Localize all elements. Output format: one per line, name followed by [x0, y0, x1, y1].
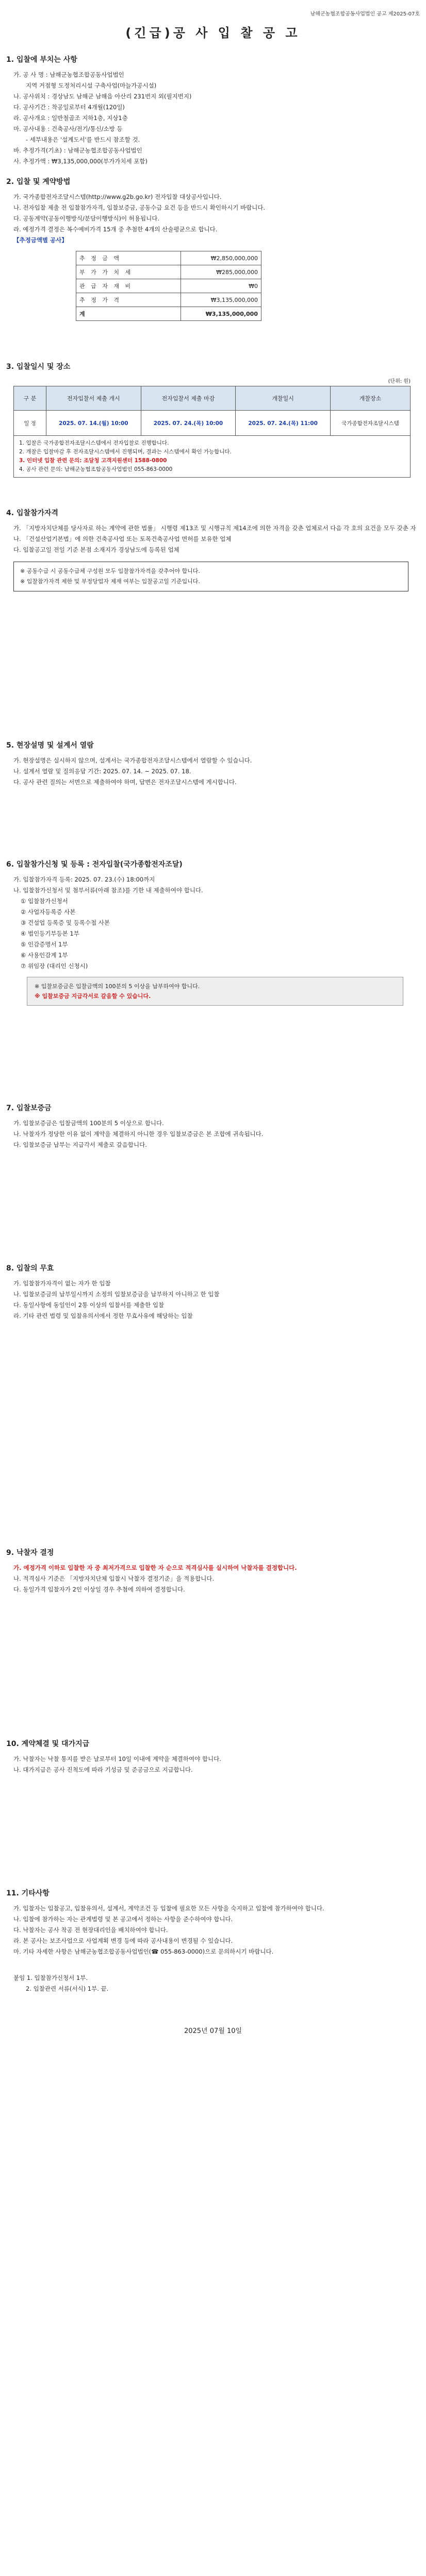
schedule-note: 1. 입찰은 국가종합전자조달시스템에서 전자입찰로 진행합니다. — [19, 440, 169, 446]
section-9-line: 가. 예정가격 이하로 입찰한 자 중 최저가격으로 입찰한 자 순으로 적격심사를 실시하여 낙찰자를 결정합니다. — [13, 1564, 297, 1571]
section-9-line: 다. 동일가격 입찰자가 2인 이상일 경우 추첨에 의하여 결정합니다. — [13, 1586, 185, 1593]
table-row — [76, 251, 261, 265]
table-header: 구 분 — [14, 386, 46, 411]
table-cell: 계 — [76, 307, 181, 321]
section-8-line: 다. 동일사항에 동일인이 2통 이상의 입찰서를 제출한 입찰 — [13, 1301, 165, 1309]
table-cell: ₩285,000,000 — [181, 265, 261, 279]
section-4-heading: 4. 입찰참가자격 — [6, 509, 59, 517]
section-1-heading: 1. 입찰에 부치는 사항 — [6, 56, 77, 64]
section-4-line: 다. 입찰공고일 전일 기준 본점 소재지가 경상남도에 등록된 업체 — [13, 546, 179, 553]
section-2-line — [13, 192, 420, 202]
table-row — [76, 307, 261, 321]
section-11-line: 나. 입찰에 참가하는 자는 관계법령 및 본 공고에서 정하는 사항을 준수하여야 합니다. — [13, 1916, 233, 1923]
table-cell: 추 정 가 격 — [76, 293, 181, 307]
section-6-line: 나. 입찰참가신청서 및 첨부서류(아래 참조)를 기한 내 제출하여야 합니다. — [13, 887, 203, 894]
section-11-line: 가. 입찰자는 입찰공고, 입찰유의서, 설계서, 계약조건 등 입찰에 필요한 모든 사항을 숙지하고 입찰에 참가하여야 합니다. — [13, 1905, 324, 1912]
section-6-item: ⑥ 사용인감계 1부 — [21, 952, 68, 959]
section-10-line: 나. 대가지급은 공사 진척도에 따라 기성금 및 준공금으로 지급합니다. — [13, 1766, 193, 1773]
section-6-item: ④ 법인등기부등본 1부 — [21, 930, 79, 937]
schedule-table-wrap — [13, 377, 411, 478]
section-8-line: 가. 입찰참가자격이 없는 자가 한 입찰 — [13, 1280, 111, 1287]
table-cell: 일 정 — [14, 411, 46, 436]
info-box-line: ※ 입찰보증금 지급각서로 갈음할 수 있습니다. — [35, 993, 151, 999]
table-cell: ₩3,135,000,000 — [181, 293, 261, 307]
schedule-note: 3. 인터넷 입찰 관련 문의: 조달청 고객지원센터 1588-0800 — [19, 457, 167, 464]
section-5-line: 다. 공사 관련 질의는 서면으로 제출하여야 하며, 답변은 전자조달시스템에 게시합니다. — [13, 778, 237, 786]
table-cell: 추 정 금 액 — [76, 251, 181, 265]
table-cell: 2025. 07. 14.(월) 10:00 — [46, 411, 141, 436]
table-cell: 2025. 07. 24.(목) 11:00 — [236, 411, 331, 436]
section-6-heading: 6. 입찰참가신청 및 등록 : 전자입찰(국가종합전자조달) — [6, 860, 183, 869]
section-2-line: 나. 전자입찰 제출 전 입찰참가자격, 입찰보증금, 공동수급 요건 등을 반드시 확인하시기 바랍니다. — [13, 204, 266, 211]
table-row — [76, 279, 261, 293]
table-row — [76, 293, 261, 307]
section-6-item: ⑤ 인감증명서 1부 — [21, 941, 68, 948]
notice-box — [13, 562, 408, 591]
info-box-line: ※ 입찰보증금은 입찰금액의 100분의 5 이상을 납부하여야 합니다. — [35, 983, 200, 990]
section-1-line: 가. 공 사 명 : 남해군농협조합공동사업법인 — [13, 71, 124, 78]
section-1-line: 다. 공사기간 : 착공일로부터 4개월(120일) — [13, 104, 125, 111]
section-6-line: 가. 입찰참가자격 등록: 2025. 07. 23.(수) 18:00까지 — [13, 876, 155, 883]
table-header: 개찰장소 — [330, 386, 410, 411]
section-2-line: 다. 공동계약(공동이행방식/분담이행방식)이 허용됩니다. — [13, 215, 159, 222]
schedule-notes — [13, 436, 411, 478]
table-cell: 2025. 07. 24.(목) 10:00 — [141, 411, 236, 436]
section-2-heading: 2. 입찰 및 계약방법 — [6, 178, 71, 186]
page-title: (긴급)공 사 입 찰 공 고 — [125, 26, 301, 40]
section-1-line: 사. 추정가액 : ₩3,135,000,000(부가가치세 포함) — [13, 158, 148, 165]
attachment-line: 2. 입찰관련 서류(서식) 1부. 끝. — [26, 1985, 109, 1992]
schedule-table — [13, 386, 411, 436]
schedule-note: 4. 공사 관련 문의: 남해군농협조합공동사업법인 055-863-0000 — [19, 466, 173, 472]
section-10-line: 가. 낙찰자는 낙찰 통지를 받은 날로부터 10일 이내에 계약을 체결하여야 합니다. — [13, 1755, 221, 1762]
table-header-row — [14, 386, 411, 411]
attachment-line: 붙임 1. 입찰참가신청서 1부. — [13, 1974, 88, 1981]
table-cell: ₩2,850,000,000 — [181, 251, 261, 265]
notice-box-line: ※ 공동수급 시 공동수급체 구성원 모두 입찰참가자격을 갖추어야 합니다. — [20, 568, 200, 574]
table-row — [14, 411, 411, 436]
section-10-heading: 10. 계약체결 및 대가지급 — [6, 1740, 90, 1748]
section-8-line: 나. 입찰보증금의 납부일시까지 소정의 입찰보증금을 납부하지 아니하고 한 입찰 — [13, 1291, 220, 1298]
section-2-text: 가. 국가종합전자조달시스템(http://www.g2b.go.kr) 전자입찰 대상공사입니다. — [13, 193, 222, 200]
section-7-line: 다. 입찰보증금 납부는 지급각서 제출로 갈음합니다. — [13, 1141, 147, 1148]
unit-label: (단위: 원) — [388, 379, 411, 384]
section-5-line: 가. 현장설명은 실시하지 않으며, 설계서는 국가종합전자조달시스템에서 열람할 수 있습니다. — [13, 757, 252, 764]
section-11-line: 마. 기타 자세한 사항은 남해군농협조합공동사업법인(☎ 055-863-0000)으로 문의하시기 바랍니다. — [13, 1948, 274, 1955]
section-3-heading: 3. 입찰일시 및 장소 — [6, 363, 71, 371]
section-11-line: 라. 본 공사는 보조사업으로 사업계획 변경 등에 따라 공사내용이 변경될 수 있습니다. — [13, 1937, 233, 1944]
section-6-item: ⑦ 위임장 (대리인 신청시) — [21, 962, 88, 970]
section-5-line: 나. 설계서 열람 및 질의응답 기간: 2025. 07. 14. ~ 2025. 07. 18. — [13, 768, 191, 775]
section-7-heading: 7. 입찰보증금 — [6, 1104, 52, 1112]
section-6-item: ③ 건설업 등록증 및 등록수첩 사본 — [21, 919, 110, 926]
section-1-line: 라. 공사개요 : 일반철골조 지하1층, 지상1층 — [13, 114, 128, 122]
schedule-note: 2. 개찰은 입찰마감 후 전자조달시스템에서 진행되며, 결과는 시스템에서 확인 가능합니다. — [19, 449, 232, 455]
section-1-line: - 세부내용은 '설계도서'를 반드시 참조할 것. — [26, 136, 140, 143]
section-9-heading: 9. 낙찰자 결정 — [6, 1549, 54, 1557]
table-header: 전자입찰서 제출 개시 — [46, 386, 141, 411]
info-box — [27, 977, 403, 1006]
section-1-line: 바. 추정가격(기초) : 남해군농협조합공동사업법인 — [13, 147, 142, 154]
section-9-line: 나. 적격심사 기준은 「지방자치단체 입찰시 낙찰자 결정기준」을 적용합니다. — [13, 1575, 215, 1582]
table-cell: ₩0 — [181, 279, 261, 293]
section-8-heading: 8. 입찰의 무효 — [6, 1264, 54, 1273]
section-2-line: 라. 예정가격 결정은 복수예비가격 15개 중 추첨한 4개의 산술평균으로 합니다. — [13, 226, 218, 233]
section-5-heading: 5. 현장설명 및 설계서 열람 — [6, 741, 94, 750]
table-cell: 부 가 가 치 세 — [76, 265, 181, 279]
section-1-line: 나. 공사위치 : 경상남도 남해군 남해읍 아산리 231번지 외(필지번지) — [13, 93, 192, 100]
bid-table-caption: 【추정금액별 공사】 — [13, 236, 68, 244]
notice-page — [6, 9, 420, 2035]
section-4-line: 가. 「지방자치단체를 당사자로 하는 계약에 관한 법률」 시행령 제13조 및 시행규칙 제14조에 의한 자격을 갖춘 업체로서 다음 각 호의 요건을 모두 갖춘 자 — [13, 524, 416, 532]
table-row — [76, 265, 261, 279]
section-4-line: 나. 「건설산업기본법」에 의한 건축공사업 또는 토목건축공사업 면허를 보유한 업체 — [13, 535, 232, 543]
header-note: 남해군농협조합공동사업법인 공고 제2025-07호 — [310, 11, 420, 17]
table-cell: 관 급 자 재 비 — [76, 279, 181, 293]
table-cell: ₩3,135,000,000 — [181, 307, 261, 321]
table-header: 전자입찰서 제출 마감 — [141, 386, 236, 411]
section-6-item: ② 사업자등록증 사본 — [21, 908, 76, 916]
notice-date: 2025년 07월 10일 — [184, 2027, 242, 2035]
table-cell: 국가종합전자조달시스템 — [330, 411, 410, 436]
section-7-line: 가. 입찰보증금은 입찰금액의 100분의 5 이상으로 합니다. — [13, 1120, 164, 1127]
section-1-line: 마. 공사내용 : 건축공사/전기/통신/소방 등 — [13, 125, 123, 132]
section-11-heading: 11. 기타사항 — [6, 1889, 50, 1897]
section-11-line: 다. 낙찰자는 공사 착공 전 현장대리인을 배치하여야 합니다. — [13, 1926, 168, 1934]
notice-box-line: ※ 입찰참가자격 제한 및 부정당업자 제재 여부는 입찰공고일 기준입니다. — [20, 578, 200, 585]
bid-amount-table — [76, 251, 261, 321]
section-6-item: ① 입찰참가신청서 — [21, 897, 68, 905]
section-8-line: 라. 기타 관련 법령 및 입찰유의서에서 정한 무효사유에 해당하는 입찰 — [13, 1312, 193, 1319]
section-1-line: 지역 거점형 도정처리시설 구축사업(마늘가공시설) — [26, 82, 157, 89]
table-header: 개찰일시 — [236, 386, 331, 411]
section-7-line: 나. 낙찰자가 정당한 이유 없이 계약을 체결하지 아니한 경우 입찰보증금은 본 조합에 귀속됩니다. — [13, 1130, 264, 1138]
